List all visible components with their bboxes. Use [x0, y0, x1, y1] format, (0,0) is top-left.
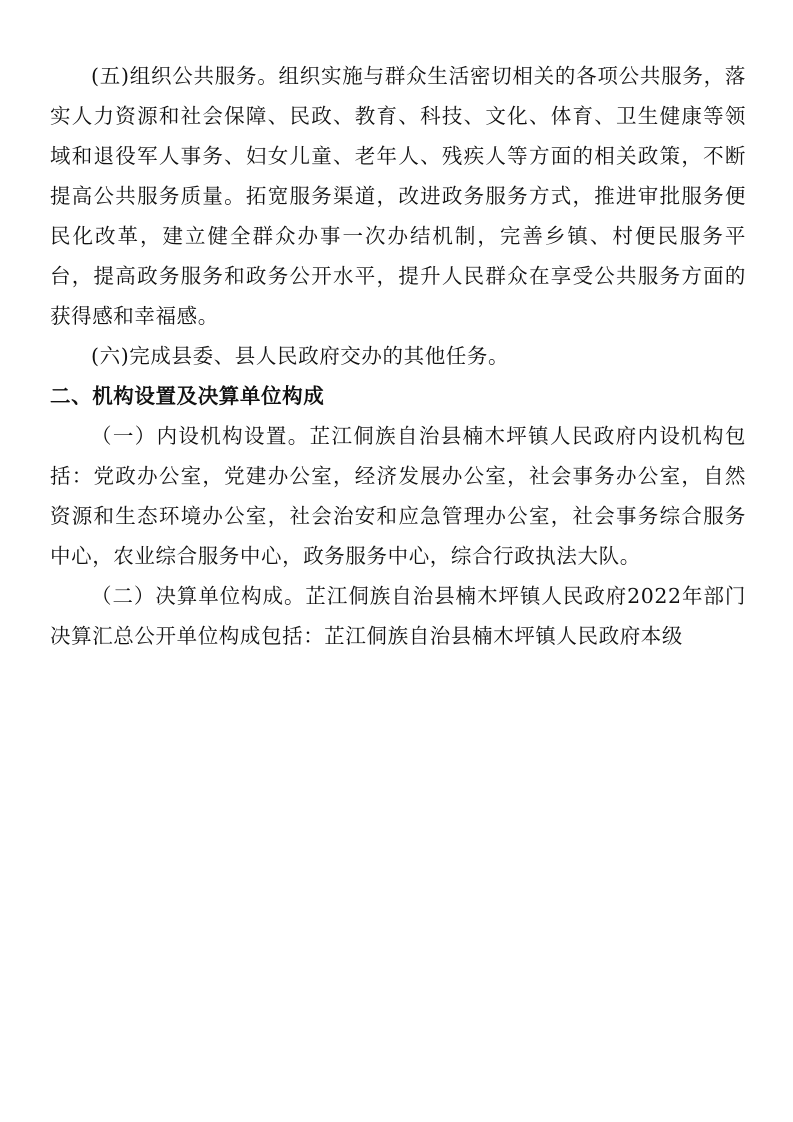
paragraph-other-tasks: (六)完成县委、县人民政府交办的其他任务。	[91, 344, 510, 368]
paragraph-internal-structure: （一）内设机构设置。芷江侗族自治县楠木坪镇人民政府内设机构包括：党政办公室，党建办公室，经济发展办公室，社会事务办公室，自然资源和生态环境办公室，社会治安和应急管理办公室，社会事务综合服务中心，农业综合服务中心，政务服务中心，综合行政执法大队。	[50, 424, 746, 568]
paragraph-budget-units: （二）决算单位构成。芷江侗族自治县楠木坪镇人民政府2022年部门决算汇总公开单位构成包括：芷江侗族自治县楠木坪镇人民政府本级	[50, 584, 746, 648]
section-heading-institutions: 二、机构设置及决算单位构成	[50, 384, 325, 408]
paragraph-public-services: (五)组织公共服务。组织实施与群众生活密切相关的各项公共服务，落实人力资源和社会保障、民政、教育、科技、文化、体育、卫生健康等领域和退役军人事务、妇女儿童、老年人、残疾人等方面的相关政策，不断提高公共服务质量。拓宽服务渠道，改进政务服务方式，推进审批服务便民化改革，建立健全群众办事一次办结机制，完善乡镇、村便民服务平台，提高政务服务和政务公开水平，提升人民群众在享受公共服务方面的获得感和幸福感。	[50, 64, 746, 328]
document-page	[50, 56, 746, 656]
